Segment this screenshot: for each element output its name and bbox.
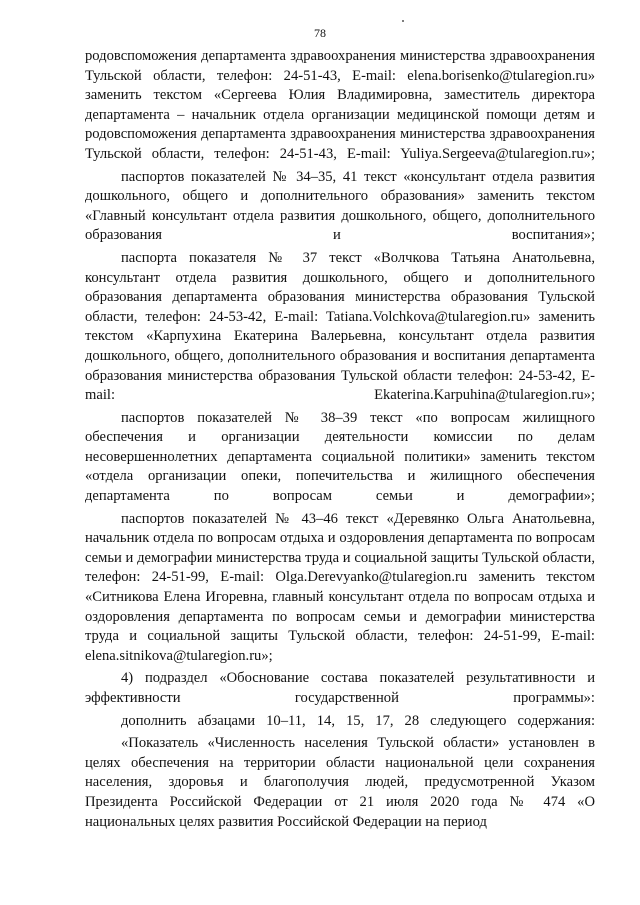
page-number: 78 [314, 26, 326, 40]
paragraph-3: паспорта показателя № 37 текст «Волчкова Татьяна Анатольевна, консультант отдела развития дошкольного, общего и дополнительного образования департамента образования министерства образования Тульской области, телефон: 24-53-42, E-mail: Tatiana.Volchkova@tularegion.ru» заменить текстом «Карпухина Екатерина Валерьевна, консультант отдела развития дошкольного, общего, дополнительного образования и воспитания департамента образования министерства образования Тульской области телефон: 24-53-42, E-mail: Ekaterina.Karpuhina@tularegion.ru»; [85, 249, 595, 404]
paragraph-6: 4) подраздел «Обоснование состава показателей результативности и эффективности государственной программы»: [85, 670, 595, 706]
paragraph-5: паспортов показателей № 43–46 текст «Деревянко Ольга Анатольевна, начальник отдела по вопросам отдыха и оздоровления департамента по вопросам семьи и демографии министерства труда и социальной защиты Тульской области, телефон: 24-51-99, E-mail: Olga.Derevyanko@tularegion.ru заменить текстом «Ситникова Елена Игоревна, главный консультант отдела по вопросам отдыха и оздоровления департамента по вопросам семьи и демографии министерства труда и социальной защиты Тульской области, телефон: 24-51-99, E-mail: elena.sitnikova@tularegion.ru»; [85, 510, 595, 664]
paragraph-1: родовспоможения департамента здравоохранения министерства здравоохранения Тульской области, телефон: 24-51-43, E-mail: elena.borisenko@tularegion.ru» заменить текстом «Сергеева Юлия Владимировна, заместитель директора департамента – начальник отдела организации медицинской помощи детям и родовспоможения департамента здравоохранения министерства здравоохранения Тульской области, телефон: 24-51-43, E-mail: Yuliya.Sergeeva@tularegion.ru»; [85, 48, 595, 162]
paragraph-4: паспортов показателей № 38–39 текст «по вопросам жилищного обеспечения и организации деятельности комиссии по делам несовершеннолетних департамента социальной политики» заменить текстом «отдела организации опеки, попечительства и жилищного обеспечения департамента по вопросам семьи и демографии»; [85, 409, 595, 505]
paragraph-7: дополнить абзацами 10–11, 14, 15, 17, 28 следующего содержания: [121, 712, 595, 729]
document-body [85, 47, 595, 835]
paragraph-8: «Показатель «Численность населения Тульской области» установлен в целях обеспечения на территории области национальной цели сохранения населения, здоровья и благополучия людей, предусмотренной Указом Президента Российской Федерации от 21 июля 2020 года № 474 «О национальных целях развития Российской Федерации на период [85, 735, 595, 830]
scan-speck [402, 20, 404, 22]
paragraph-2: паспортов показателей № 34–35, 41 текст «консультант отдела развития дошкольного, общего и дополнительного образования» заменить текстом «Главный консультант отдела развития дошкольного, общего, дополнительного образования и воспитания»; [85, 168, 595, 244]
